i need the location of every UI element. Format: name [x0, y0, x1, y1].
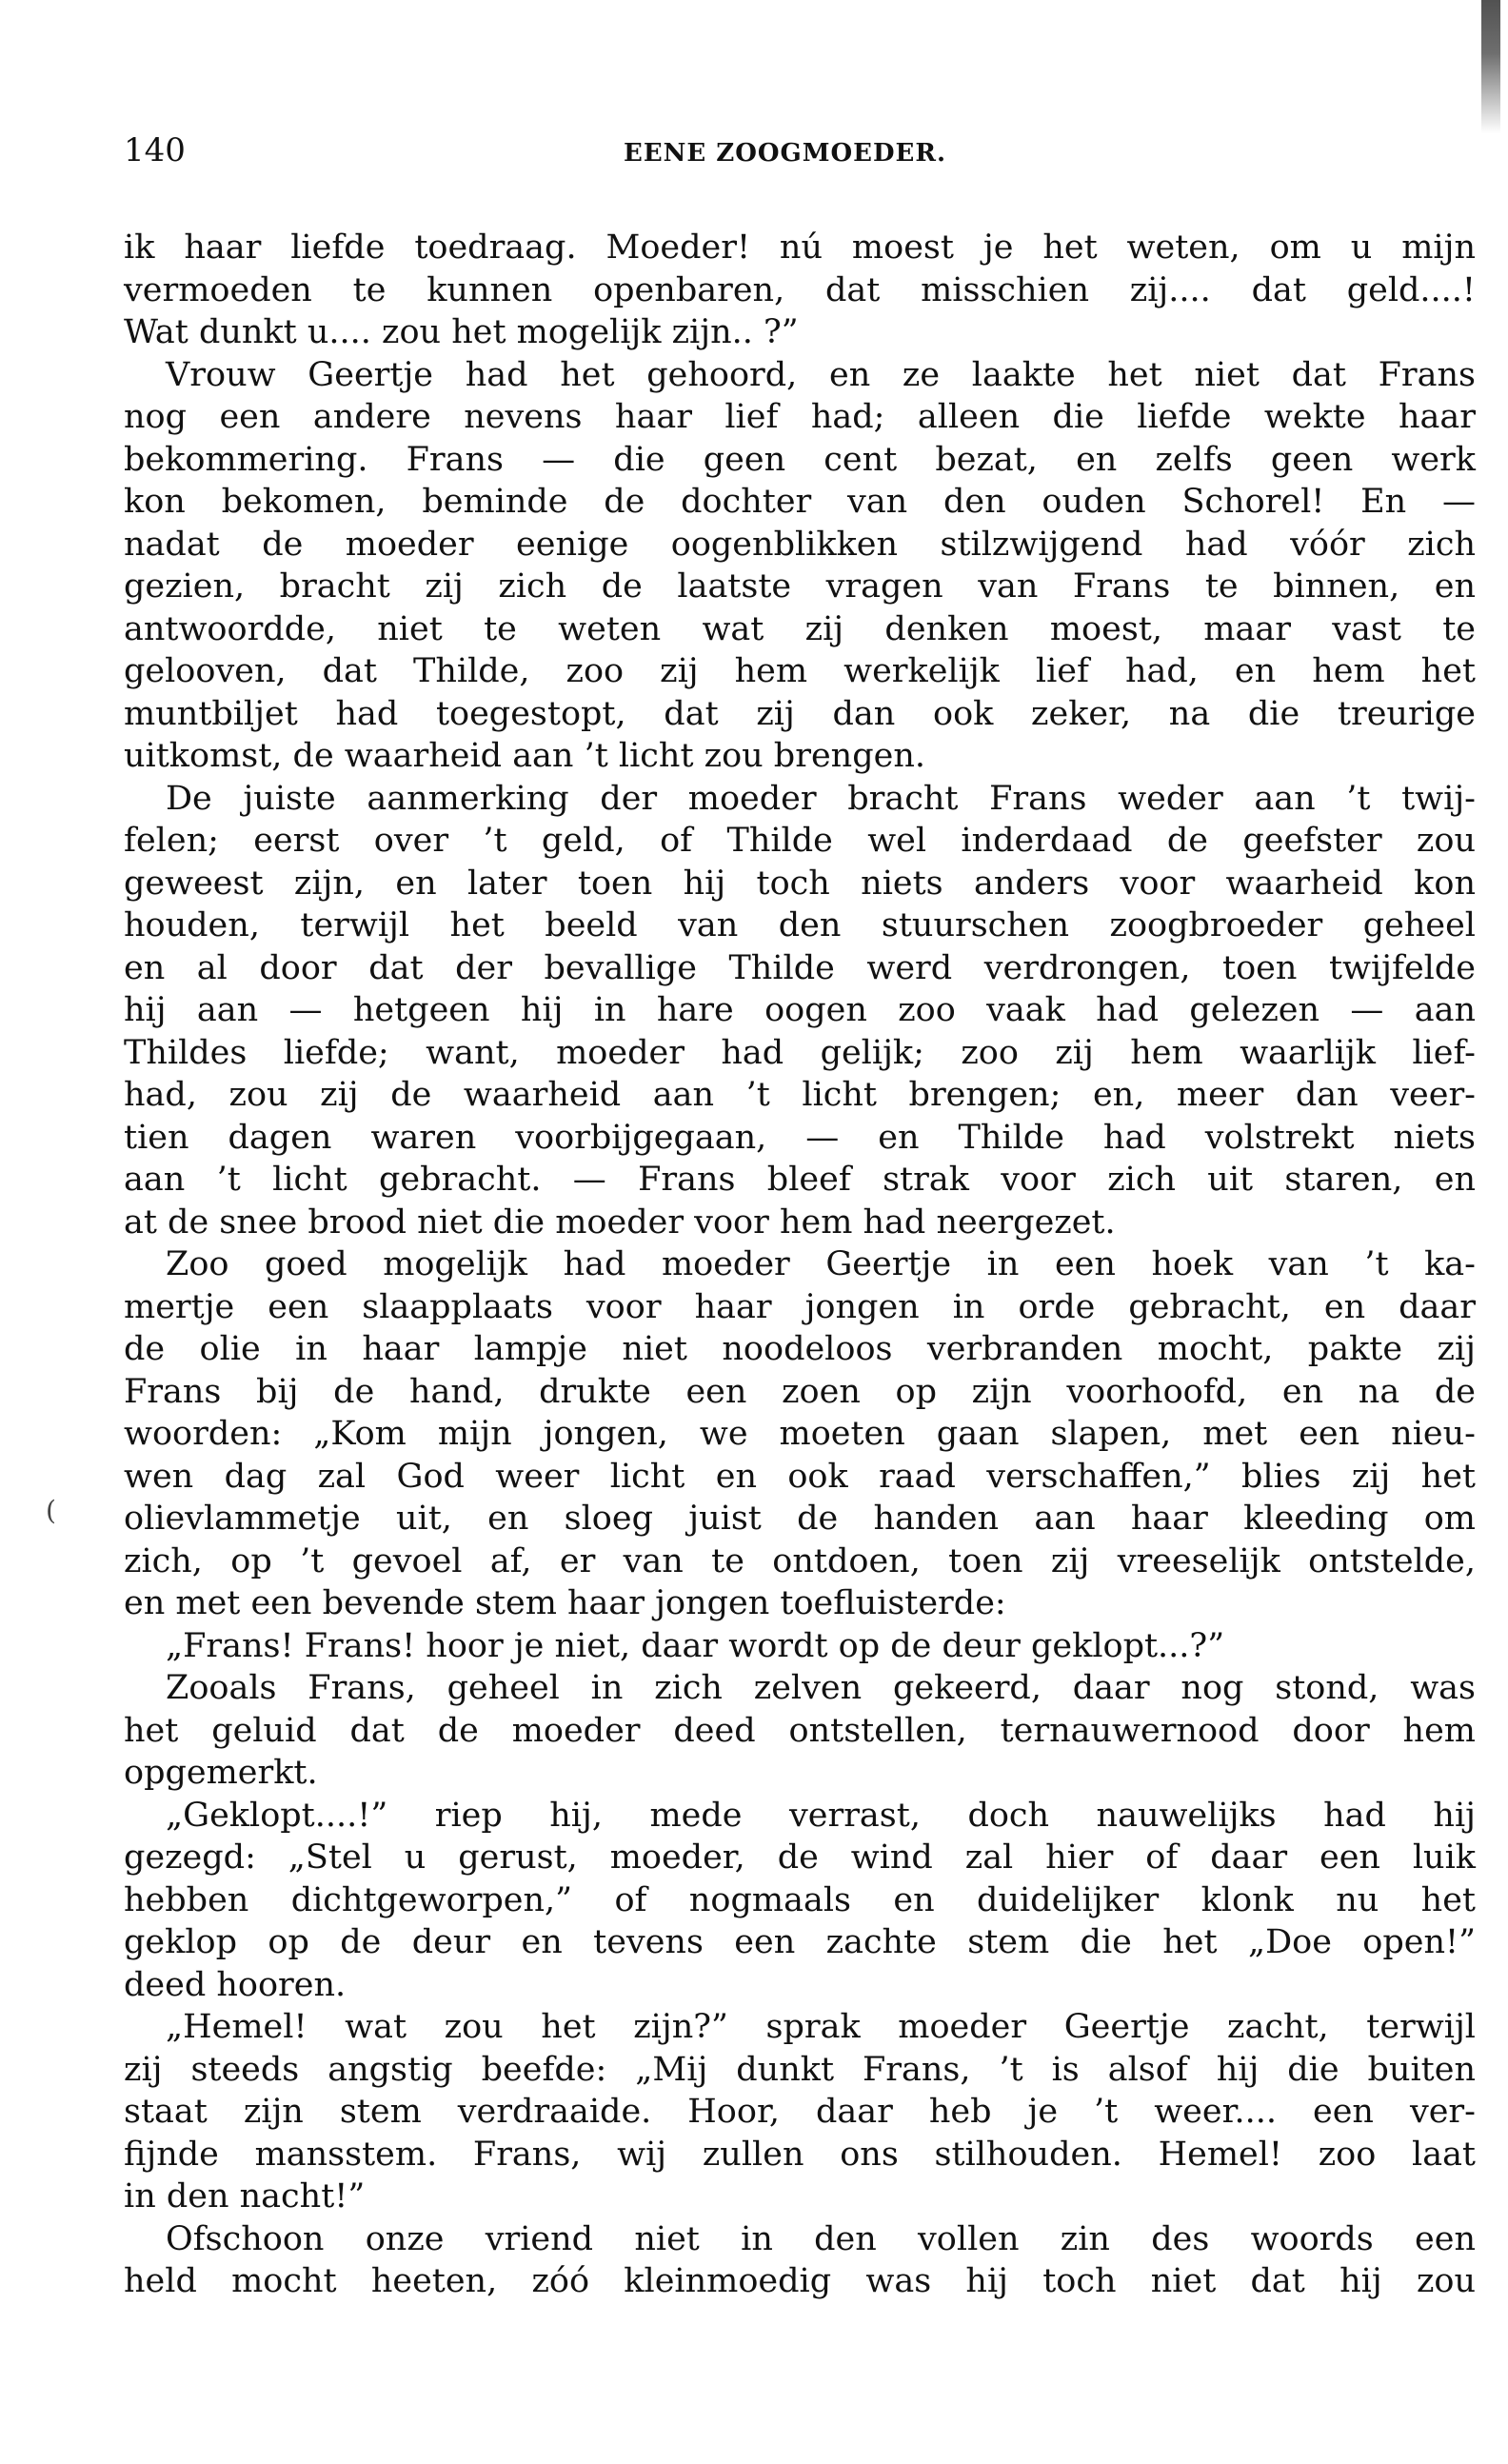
text-line: wen dag zal God weer licht en ook raad verschaffen,” blies zij het — [124, 1457, 1476, 1496]
page-edge-shadow — [1481, 0, 1500, 133]
text-line: De juiste aanmerking der moeder bracht Frans weder aan ’t twij- — [166, 779, 1476, 818]
text-line: staat zijn stem verdraaide. Hoor, daar heb je ’t weer.... een ver- — [124, 2093, 1476, 2131]
text-line: deed hooren. — [124, 1965, 347, 2004]
running-title: EENE ZOOGMOEDER. — [624, 139, 947, 168]
text-line: nadat de moeder eenige oogenblikken stilzwijgend had vóór zich — [124, 525, 1476, 564]
text-line: antwoordde, niet te weten wat zij denken moest, maar vast te — [124, 609, 1476, 648]
text-line: Vrouw Geertje had het gehoord, en ze laakte het niet dat Frans — [166, 355, 1476, 394]
text-line: Frans bij de hand, drukte een zoen op zijn voorhoofd, en na de — [124, 1372, 1476, 1411]
text-line: in den nacht!” — [124, 2177, 366, 2216]
text-line: en met een bevende stem haar jongen toefluisterde: — [124, 1584, 1006, 1622]
text-line: aan ’t licht gebracht. — Frans bleef strak voor zich uit staren, en — [124, 1161, 1476, 1199]
text-line: „Frans! Frans! hoor je niet, daar wordt op de deur geklopt...?” — [166, 1626, 1225, 1665]
text-line: mertje een slaapplaats voor haar jongen in orde gebracht, en daar — [124, 1287, 1476, 1326]
text-line: Wat dunkt u.... zou het mogelijk zijn.. ?” — [124, 313, 799, 351]
text-line: opgemerkt. — [124, 1754, 318, 1792]
text-line: hebben dichtgeworpen,” of nogmaals en duidelijker klonk nu het — [124, 1880, 1476, 1919]
text-line: had, zou zij de waarheid aan ’t licht brengen; en, meer dan veer- — [124, 1076, 1476, 1114]
text-line: „Hemel! wat zou het zijn?” sprak moeder Geertje zacht, terwijl — [166, 2008, 1476, 2046]
text-line: de olie in haar lampje niet noodeloos verbranden mocht, pakte zij — [124, 1330, 1476, 1368]
text-line: zich, op ’t gevoel af, er van te ontdoen, toen zij vreeselijk ontstelde, — [124, 1541, 1476, 1580]
text-line: gezien, bracht zij zich de laatste vragen van Frans te binnen, en — [124, 567, 1476, 606]
text-line: Zoo goed mogelijk had moeder Geertje in een hoek van ’t ka- — [166, 1245, 1476, 1283]
text-line: olievlammetje uit, en sloeg juist de handen aan haar kleeding om — [124, 1500, 1476, 1538]
text-line: at de snee brood niet die moeder voor hem had neergezet. — [124, 1202, 1116, 1242]
text-line: vermoeden te kunnen openbaren, dat misschien zij.... dat geld....! — [124, 270, 1476, 309]
page-header — [124, 131, 1476, 179]
text-line: held mocht heeten, zóó kleinmoedig was hij toch niet dat hij zou — [124, 2262, 1476, 2300]
text-line: nog een andere nevens haar lief had; alleen die liefde wekte haar — [124, 398, 1476, 436]
text-line: bekommering. Frans — die geen cent bezat, en zelfs geen werk — [124, 440, 1476, 479]
text-line: en al door dat der bevallige Thilde werd verdrongen, toen twijfelde — [124, 948, 1476, 987]
text-line: woorden: „Kom mijn jongen, we moeten gaan slapen, met een nieu- — [124, 1415, 1476, 1453]
text-line: zij steeds angstig beefde: „Mij dunkt Frans, ’t is alsof hij die buiten — [124, 2050, 1476, 2089]
text-line: „Geklopt....!” riep hij, mede verrast, doch nauwelijks had hij — [166, 1796, 1476, 1835]
text-line: gelooven, dat Thilde, zoo zij hem werkelijk lief had, en hem het — [124, 652, 1476, 690]
text-line: geklop op de deur en tevens een zachte stem die het „Doe open!” — [124, 1923, 1476, 1961]
text-line: tien dagen waren voorbijgegaan, — en Thilde had volstrekt niets — [124, 1118, 1476, 1157]
text-line: Ofschoon onze vriend niet in den vollen zin des woords een — [166, 2219, 1476, 2258]
text-line: Thildes liefde; want, moeder had gelijk; zoo zij hem waarlijk lief- — [124, 1033, 1476, 1072]
text-line: geweest zijn, en later toen hij toch niets anders voor waarheid kon — [124, 864, 1476, 903]
text-line: uitkomst, de waarheid aan ’t licht zou brengen. — [124, 737, 925, 775]
text-line: gezegd: „Stel u gerust, moeder, de wind zal hier of daar een luik — [124, 1838, 1476, 1877]
body-text — [124, 227, 1476, 2303]
text-line: muntbiljet had toegestopt, dat zij dan ook zeker, na die treurige — [124, 694, 1476, 733]
margin-mark: ( — [46, 1495, 56, 1526]
text-line: felen; eerst over ’t geld, of Thilde wel inderdaad de geefster zou — [124, 822, 1476, 860]
text-line: fijnde mansstem. Frans, wij zullen ons stilhouden. Hemel! zoo laat — [124, 2135, 1476, 2174]
text-line: het geluid dat de moeder deed ontstellen, ternauwernood door hem — [124, 1711, 1476, 1750]
text-line: hij aan — hetgeen hij in hare oogen zoo vaak had gelezen — aan — [124, 991, 1476, 1029]
page-number: 140 — [124, 131, 186, 169]
text-line: houden, terwijl het beeld van den stuurschen zoogbroeder geheel — [124, 906, 1476, 944]
text-line: Zooals Frans, geheel in zich zelven gekeerd, daar nog stond, was — [166, 1669, 1476, 1707]
text-line: kon bekomen, beminde de dochter van den ouden Schorel! En — — [124, 483, 1476, 521]
text-line: ik haar liefde toedraag. Moeder! nú moest je het weten, om u mijn — [124, 229, 1476, 267]
